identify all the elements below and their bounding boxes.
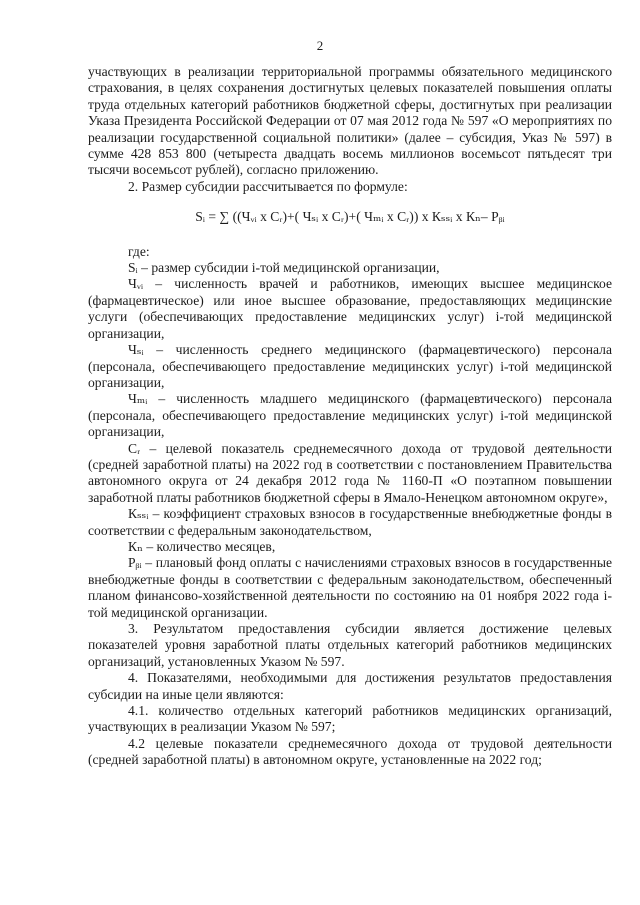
definition-kn: Кₙ – количество месяцев, [128,538,276,554]
paragraph-intro: участвующих в реализации территориальной программы обязательного медицинского страхования, в целях сохранения достигнутых целевых показателей повышения оплаты труда отдельных категорий работников бюджетной сферы, достигнутых при реализации Указа Президента Российской Федерации от 07 мая 2012 года № 597 «О мероприятиях по реализации государственной социальной политики» (далее – субсидия, Указ № 597) в сумме 428 853 800 (четыреста двадцать восемь миллионов восемьсот пятьдесят три тысячи восемьсот рублей), согласно приложению. [88,64,612,178]
definition-where: где: [128,243,150,259]
definition-chmi: Чₘᵢ – численность младшего медицинского (фармацевтического) персонала (персонала, обеспечивающего предоставление медицинских услуг) i-той медицинской организации, [88,391,612,440]
paragraph-indicators: 4. Показателями, необходимыми для достижения результатов предоставления субсидии на иные цели являются: [88,670,612,702]
paragraph-indicator-4-2: 4.2 целевые показатели среднемесячного дохода от трудовой деятельности (средней заработной платы) в автономном округе, установленные на 2022 год; [88,735,612,768]
paragraph-result: 3. Результатом предоставления субсидии является достижение целевых показателей уровня заработной платы отдельных категорий работников медицинских организаций, установленных Указом № 597. [88,621,612,669]
definition-si: Sᵢ – размер субсидии i-той медицинской организации, [128,260,440,276]
definition-rbi: Рᵦᵢ – плановый фонд оплаты с начислениями страховых взносов в государственные внебюджетные фонды в соответствии с федеральным законодательством, обеспеченный планом финансово-хозяйственной деятельности по состоянию на 01 ноября 2022 года i-той медицинской организации. [88,555,612,620]
definition-kssi: Кₛₛᵢ – коэффициент страховых взносов в государственные внебюджетные фонды в соответствии с федеральным законодательством, [88,506,612,538]
document-body [88,64,612,769]
definition-chvi: Чᵥᵢ – численность врачей и работников, имеющих высшее медицинское (фармацевтическое) или иное высшее образование, предоставляющих медицинские услуги (обеспечивающих предоставление медицинских услуг) i-той медицинской организации, [88,276,612,341]
paragraph-indicator-4-1: 4.1. количество отдельных категорий работников медицинских организаций, участвующих в реализации Указом № 597; [88,703,612,735]
definition-chsi: Чₛᵢ – численность среднего медицинского (фармацевтического) персонала (персонала, обеспечивающего предоставление медицинских услуг) i-той медицинской организации, [88,342,612,390]
definition-cr: Сᵣ – целевой показатель среднемесячного дохода от трудовой деятельности (средней заработной платы) на 2022 год в соответствии с постановлением Правительства автономного округа от 24 декабря 2012 года № 1160-П «О поэтапном повышении заработной платы работников бюджетной сферы в Ямало-Ненецком автономном округе», [88,440,612,505]
page-number: 2 [316,38,324,53]
formula: Sᵢ = ∑ ((Чᵥᵢ х Сᵣ)+( Чₛᵢ х Сᵣ)+( Чₘᵢ х Сᵣ)) х Кₛₛᵢ х Кₙ– Рᵦᵢ [195,209,505,225]
paragraph-formula-intro: 2. Размер субсидии рассчитывается по формуле: [128,178,408,194]
